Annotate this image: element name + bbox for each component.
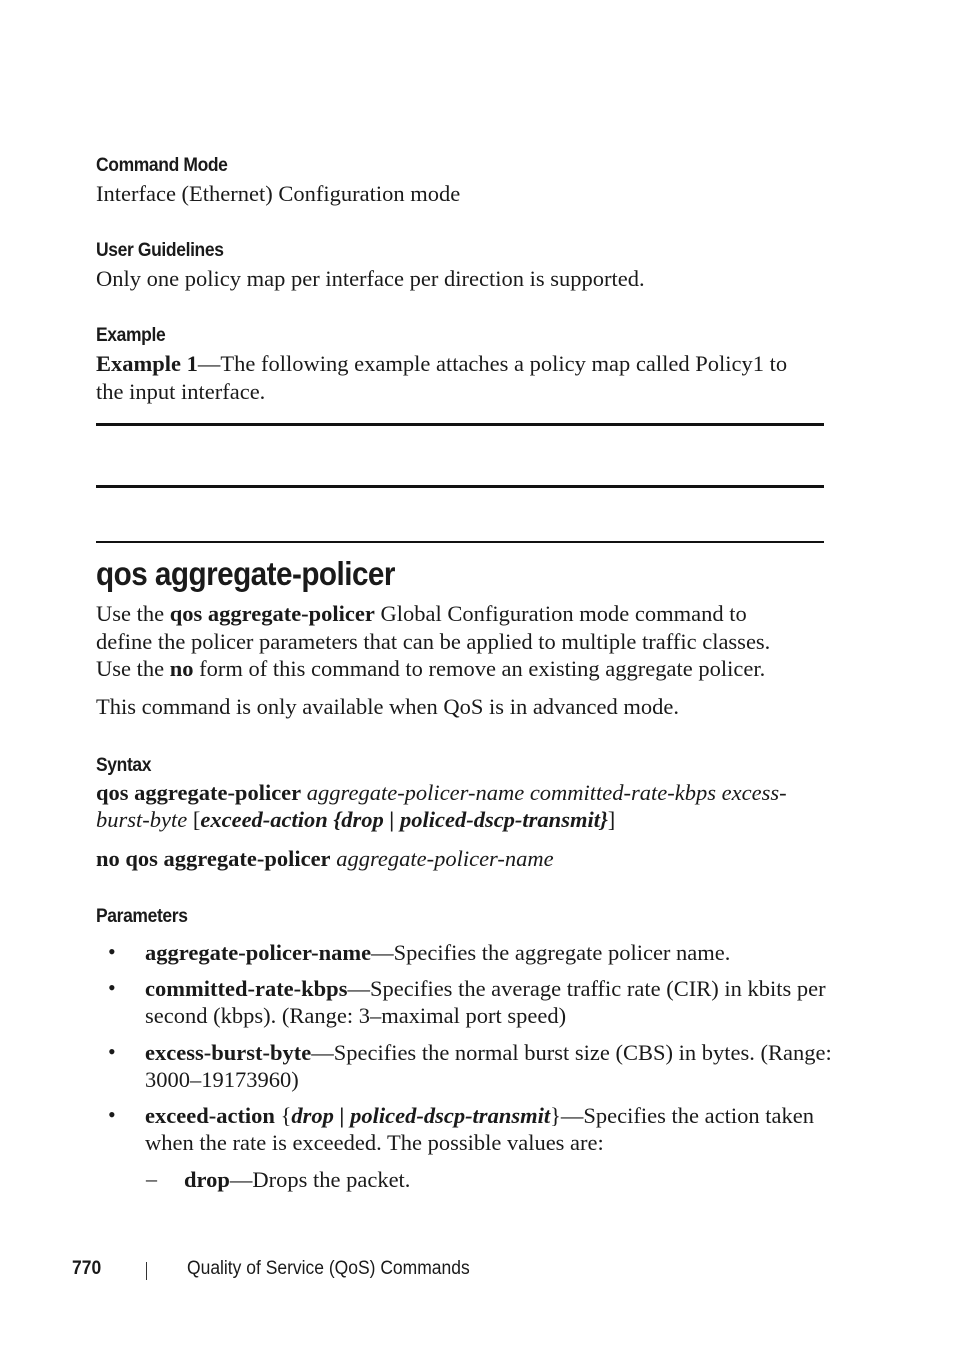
syntax-command: qos aggregate-policer: [96, 780, 302, 805]
dash-icon: –: [146, 1166, 157, 1191]
command-mode-text: Interface (Ethernet) Configuration mode: [96, 181, 461, 206]
sub-param-desc: —Drops the packet.: [229, 1167, 411, 1192]
param-desc: —Specifies the action taken: [560, 1103, 814, 1128]
syntax-bracket-open: [: [187, 807, 201, 832]
parameters-heading: Parameters: [96, 906, 188, 927]
intro-l1-command: qos aggregate-policer: [169, 601, 375, 626]
intro-l1-a: Use the: [96, 601, 170, 626]
intro-l1-c: Global Configuration mode command to: [374, 601, 747, 626]
param-committed-rate-kbps: [145, 975, 826, 1003]
sub-param-term: drop: [184, 1167, 230, 1192]
param-desc: —Specifies the aggregate policer name.: [371, 940, 731, 965]
param-term: aggregate-policer-name: [145, 940, 372, 965]
syntax-no-line: [96, 845, 554, 873]
param-exceed-options: drop | policed-dscp-transmit: [291, 1103, 551, 1128]
example-line-1-text: —The following example attaches a policy map called Policy1 to: [197, 351, 788, 376]
syntax-no-command: no qos aggregate-policer: [96, 846, 331, 871]
intro-l3-c: form of this command to remove an existing aggregate policer.: [193, 656, 766, 681]
syntax-heading: Syntax: [96, 755, 152, 776]
code-box-top-rule: [96, 423, 824, 426]
example-line-2: the input interface.: [96, 379, 266, 404]
user-guidelines-heading: User Guidelines: [96, 240, 224, 261]
command-mode-heading: Command Mode: [96, 155, 228, 176]
param-desc: —Specifies the average traffic rate (CIR) in kbits per: [347, 976, 826, 1001]
param-committed-rate-kbps-cont: second (kbps). (Range: 3–maximal port speed): [145, 1003, 567, 1028]
bullet-icon: •: [108, 975, 116, 1000]
syntax-line-1: [96, 779, 787, 807]
section-rule: [96, 541, 824, 543]
page-number: 770: [72, 1258, 102, 1279]
param-exceed-action-cont: when the rate is exceeded. The possible values are:: [145, 1130, 604, 1155]
example-heading: Example: [96, 325, 166, 346]
syntax-exceed-action: exceed-action {drop | policed-dscp-transmit}: [200, 807, 608, 832]
intro-line-3: [96, 655, 765, 683]
syntax-burst-byte: burst-byte: [96, 807, 188, 832]
intro-line-2: define the policer parameters that can be applied to multiple traffic classes.: [96, 629, 771, 654]
syntax-args: aggregate-policer-name committed-rate-kbps excess-: [301, 780, 787, 805]
bullet-icon: •: [108, 939, 116, 964]
param-term: excess-burst-byte: [145, 1040, 312, 1065]
param-brace-open: {: [274, 1103, 292, 1128]
bullet-icon: •: [108, 1039, 116, 1064]
param-excess-burst-byte-cont: 3000–19173960): [145, 1067, 299, 1092]
bullet-icon: •: [108, 1102, 116, 1127]
footer-divider: [146, 1262, 147, 1280]
param-brace-close: }: [550, 1103, 561, 1128]
param-excess-burst-byte: [145, 1039, 832, 1067]
param-term: exceed-action: [145, 1103, 275, 1128]
sub-param-drop: [184, 1166, 410, 1194]
code-box-bottom-rule: [96, 485, 824, 488]
intro-line-1: [96, 600, 747, 628]
syntax-line-2: [96, 806, 615, 834]
intro-l3-no: no: [169, 656, 194, 681]
intro-l3-a: Use the: [96, 656, 170, 681]
syntax-no-arg: aggregate-policer-name: [330, 846, 554, 871]
footer-chapter: Quality of Service (QoS) Commands: [187, 1258, 470, 1279]
user-guidelines-text: Only one policy map per interface per direction is supported.: [96, 266, 645, 291]
advanced-mode-note: This command is only available when QoS is in advanced mode.: [96, 694, 680, 719]
example-label: Example 1: [96, 351, 198, 376]
example-line-1: [96, 350, 787, 378]
param-desc: —Specifies the normal burst size (CBS) in bytes. (Range:: [311, 1040, 832, 1065]
section-title: qos aggregate-policer: [96, 555, 395, 592]
param-aggregate-policer-name: [145, 939, 730, 967]
param-exceed-action: [145, 1102, 814, 1130]
syntax-bracket-close: ]: [607, 807, 616, 832]
param-term: committed-rate-kbps: [145, 976, 348, 1001]
